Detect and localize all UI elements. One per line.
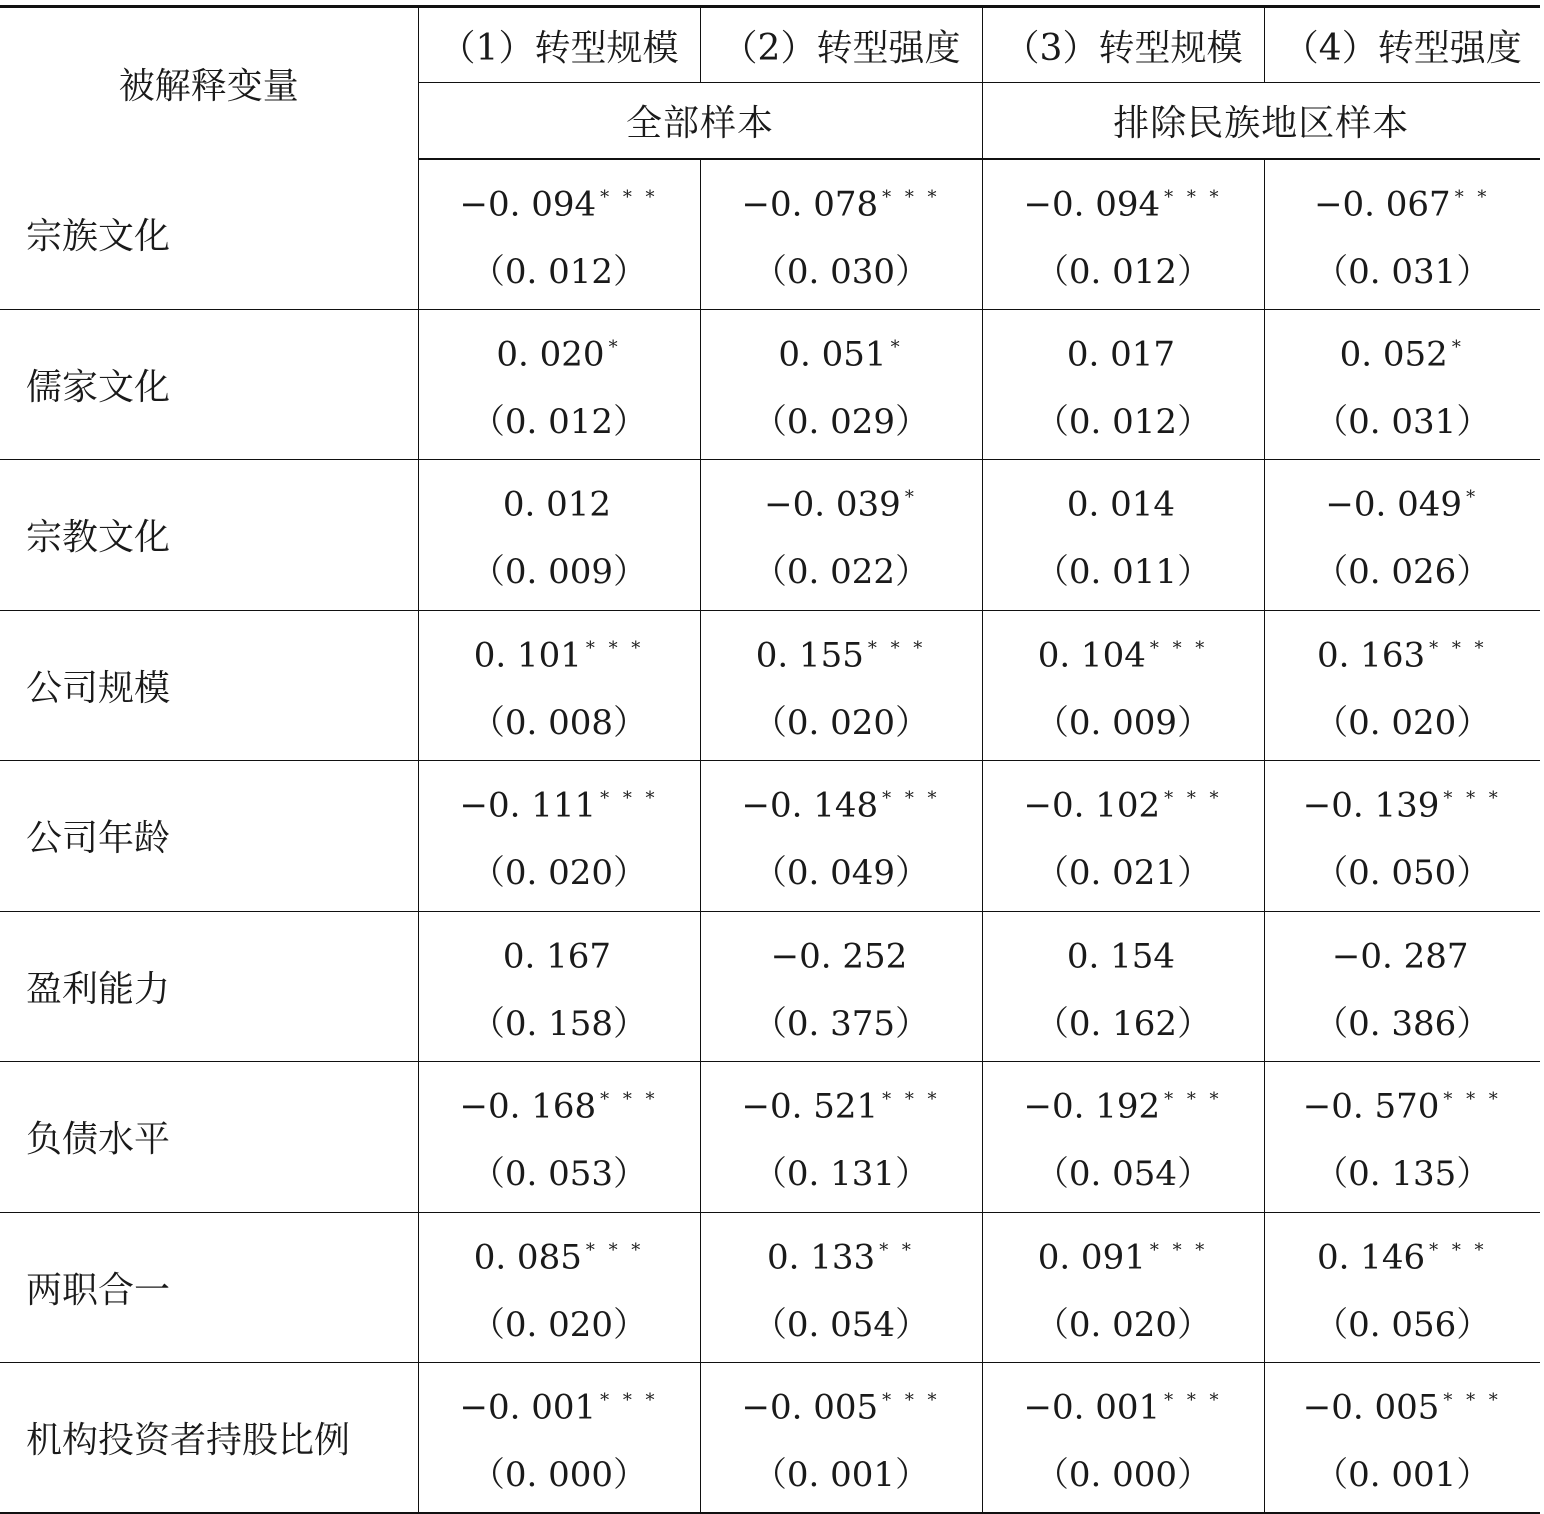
table-row — [0, 1062, 1540, 1213]
coefficient-value: 0. 051 — [778, 333, 887, 374]
coefficient-line — [419, 1080, 700, 1127]
coefficient-line — [701, 328, 982, 374]
coefficient-value: −0. 001 — [1023, 1387, 1161, 1428]
row-variable-label: 宗教文化 — [0, 460, 418, 611]
significance-stars: * * * — [1429, 1239, 1488, 1261]
significance-stars: * * * — [882, 1089, 941, 1110]
significance-stars: * * * — [1164, 186, 1223, 208]
significance-stars: * * * — [600, 788, 659, 809]
coefficient-line — [1265, 178, 1541, 224]
table-header — [0, 7, 1540, 159]
coefficient-value: −0. 148 — [741, 785, 879, 826]
coefficient-value: −0. 168 — [459, 1086, 597, 1127]
standard-error-value: （0. 012） — [470, 401, 648, 442]
coefficient-line — [701, 629, 982, 675]
coefficient-value: −0. 094 — [459, 183, 597, 224]
table-cell — [982, 1212, 1264, 1363]
significance-stars: * — [904, 487, 918, 508]
standard-error-value: （0. 020） — [470, 1304, 648, 1345]
standard-error-value: （0. 026） — [1314, 552, 1491, 592]
coefficient-line — [983, 478, 1264, 525]
standard-error-value: （0. 386） — [1314, 1003, 1491, 1044]
coefficient-line — [1265, 328, 1541, 374]
table-cell — [418, 911, 700, 1062]
standard-error-value: （0. 012） — [1034, 251, 1212, 292]
standard-error-value: （0. 009） — [1034, 702, 1212, 743]
significance-stars: * * * — [882, 1390, 941, 1411]
standard-error-value: （0. 031） — [1314, 251, 1491, 292]
standard-error-value: （0. 009） — [470, 552, 648, 592]
coefficient-value: 0. 017 — [1066, 333, 1176, 374]
significance-stars: * * * — [1443, 1089, 1502, 1110]
standard-error-value: （0. 012） — [470, 251, 648, 292]
coefficient-value: −0. 049 — [1325, 484, 1463, 525]
table-cell — [982, 610, 1264, 761]
coefficient-line — [419, 478, 700, 525]
coefficient-line — [701, 1381, 982, 1428]
coefficient-line — [983, 629, 1264, 675]
table-cell — [700, 159, 982, 310]
table-cell — [982, 1363, 1264, 1514]
standard-error-value: （0. 031） — [1314, 401, 1491, 442]
coefficient-value: −0. 287 — [1331, 935, 1469, 976]
significance-stars: * * * — [1149, 637, 1209, 659]
coefficient-value: 0. 163 — [1316, 634, 1426, 675]
standard-error-value: （0. 020） — [1034, 1304, 1212, 1345]
standard-error-value: （0. 053） — [470, 1154, 648, 1194]
column-header-3: （3）转型规模 — [982, 7, 1264, 83]
significance-stars: * * * — [1164, 1089, 1223, 1110]
coefficient-line — [419, 779, 700, 826]
column-header-1: （1）转型规模 — [418, 7, 700, 83]
coefficient-value: −0. 094 — [1023, 183, 1161, 224]
table-cell — [982, 309, 1264, 460]
coefficient-line — [983, 1231, 1264, 1277]
significance-stars: * * * — [1443, 788, 1502, 809]
significance-stars: * * * — [585, 637, 645, 659]
table-cell — [700, 460, 982, 611]
coefficient-line — [701, 178, 982, 224]
significance-stars: * * — [879, 1239, 915, 1261]
coefficient-value: −0. 521 — [741, 1086, 879, 1127]
table-cell — [700, 1363, 982, 1514]
row-variable-label: 公司年龄 — [0, 761, 418, 912]
coefficient-value: −0. 102 — [1023, 785, 1161, 826]
significance-stars: * * * — [882, 788, 941, 809]
standard-error-value: （0. 029） — [752, 401, 930, 442]
standard-error-value: （0. 020） — [1314, 702, 1491, 743]
coefficient-value: 0. 020 — [496, 333, 605, 374]
coefficient-value: −0. 111 — [459, 785, 597, 826]
significance-stars: * * * — [585, 1239, 645, 1261]
coefficient-value: 0. 133 — [767, 1236, 876, 1277]
coefficient-line — [419, 1381, 700, 1428]
standard-error-value: （0. 049） — [752, 853, 930, 893]
standard-error-value: （0. 022） — [752, 552, 930, 592]
table-cell — [418, 460, 700, 611]
significance-stars: * * * — [867, 637, 927, 659]
table-row — [0, 1363, 1540, 1514]
table-body — [0, 159, 1540, 1514]
coefficient-value: −0. 001 — [459, 1387, 597, 1428]
table-row — [0, 911, 1540, 1062]
table-cell — [1264, 911, 1540, 1062]
table-row — [0, 309, 1540, 460]
standard-error-value: （0. 008） — [470, 702, 648, 743]
coefficient-line — [1265, 930, 1541, 976]
coefficient-value: 0. 091 — [1037, 1236, 1146, 1277]
table-cell — [418, 309, 700, 460]
coefficient-value: 0. 104 — [1037, 634, 1146, 675]
table-row — [0, 460, 1540, 611]
significance-stars: * * * — [1164, 1390, 1223, 1411]
table-cell — [418, 1212, 700, 1363]
row-variable-label: 公司规模 — [0, 610, 418, 761]
coefficient-value: 0. 101 — [473, 634, 582, 675]
row-variable-label: 机构投资者持股比例 — [0, 1363, 418, 1514]
significance-stars: * — [608, 336, 622, 358]
standard-error-value: （0. 375） — [752, 1003, 930, 1044]
standard-error-value: （0. 030） — [752, 251, 930, 292]
significance-stars: * * * — [882, 186, 941, 208]
table-cell — [700, 1212, 982, 1363]
table-row — [0, 761, 1540, 912]
table-cell — [418, 159, 700, 310]
coefficient-value: 0. 155 — [755, 634, 864, 675]
table-cell — [982, 911, 1264, 1062]
coefficient-line — [701, 478, 982, 525]
table-cell — [982, 460, 1264, 611]
table-cell — [982, 761, 1264, 912]
coefficient-line — [983, 779, 1264, 826]
coefficient-line — [983, 178, 1264, 224]
table-cell — [418, 761, 700, 912]
coefficient-value: 0. 154 — [1066, 935, 1176, 976]
table-cell — [700, 1062, 982, 1213]
dependent-variable-header: 被解释变量 — [0, 7, 418, 159]
coefficient-value: −0. 067 — [1314, 183, 1451, 224]
coefficient-line — [1265, 1231, 1541, 1277]
table-cell — [1264, 460, 1540, 611]
group-header-full-sample: 全部样本 — [418, 83, 982, 159]
significance-stars: * — [1466, 487, 1480, 508]
table-cell — [418, 1062, 700, 1213]
table-cell — [1264, 309, 1540, 460]
standard-error-value: （0. 054） — [1034, 1154, 1212, 1194]
significance-stars: * * * — [600, 1089, 659, 1110]
table-cell — [982, 159, 1264, 310]
coefficient-value: 0. 085 — [473, 1236, 582, 1277]
standard-error-value: （0. 131） — [752, 1154, 930, 1194]
coefficient-value: −0. 005 — [741, 1387, 879, 1428]
significance-stars: * * * — [1443, 1390, 1502, 1411]
coefficient-line — [419, 328, 700, 374]
coefficient-line — [701, 779, 982, 826]
standard-error-value: （0. 135） — [1314, 1154, 1491, 1194]
standard-error-value: （0. 021） — [1034, 853, 1212, 893]
table-cell — [1264, 610, 1540, 761]
group-header-excluded-sample: 排除民族地区样本 — [982, 83, 1540, 159]
table-cell — [700, 309, 982, 460]
significance-stars: * — [890, 336, 904, 358]
table-cell — [1264, 159, 1540, 310]
significance-stars: * * * — [600, 1390, 659, 1411]
header-row-columns — [0, 7, 1540, 83]
standard-error-value: （0. 054） — [752, 1304, 930, 1345]
coefficient-line — [983, 1381, 1264, 1428]
standard-error-value: （0. 020） — [752, 702, 930, 743]
coefficient-line — [701, 930, 982, 976]
coefficient-value: −0. 139 — [1302, 785, 1440, 826]
table-row — [0, 159, 1540, 310]
standard-error-value: （0. 020） — [470, 853, 648, 893]
coefficient-line — [1265, 629, 1541, 675]
coefficient-value: −0. 005 — [1302, 1387, 1440, 1428]
significance-stars: * * * — [600, 186, 659, 208]
table-cell — [418, 1363, 700, 1514]
coefficient-value: 0. 052 — [1339, 333, 1448, 374]
coefficient-line — [983, 1080, 1264, 1127]
coefficient-line — [983, 328, 1264, 374]
coefficient-value: 0. 167 — [502, 935, 612, 976]
regression-table — [0, 5, 1540, 1514]
table-cell — [700, 610, 982, 761]
coefficient-line — [419, 629, 700, 675]
table-cell — [1264, 1062, 1540, 1213]
coefficient-value: 0. 014 — [1066, 484, 1176, 525]
significance-stars: * * * — [1164, 788, 1223, 809]
coefficient-line — [701, 1080, 982, 1127]
coefficient-value: 0. 012 — [502, 484, 612, 525]
coefficient-value: −0. 192 — [1023, 1086, 1161, 1127]
row-variable-label: 宗族文化 — [0, 159, 418, 310]
table-cell — [700, 911, 982, 1062]
table-cell — [982, 1062, 1264, 1213]
coefficient-value: −0. 039 — [764, 484, 901, 525]
significance-stars: * * — [1454, 186, 1491, 208]
standard-error-value: （0. 056） — [1314, 1304, 1491, 1345]
coefficient-line — [419, 178, 700, 224]
standard-error-value: （0. 000） — [470, 1455, 648, 1495]
coefficient-line — [701, 1231, 982, 1277]
coefficient-line — [419, 930, 700, 976]
row-variable-label: 负债水平 — [0, 1062, 418, 1213]
coefficient-value: −0. 078 — [741, 183, 879, 224]
coefficient-line — [419, 1231, 700, 1277]
table-row — [0, 1212, 1540, 1363]
standard-error-value: （0. 001） — [752, 1455, 930, 1495]
standard-error-value: （0. 162） — [1034, 1003, 1212, 1044]
standard-error-value: （0. 012） — [1034, 401, 1212, 442]
significance-stars: * — [1451, 336, 1465, 358]
standard-error-value: （0. 050） — [1314, 853, 1491, 893]
row-variable-label: 两职合一 — [0, 1212, 418, 1363]
coefficient-line — [983, 930, 1264, 976]
table-cell — [1264, 1363, 1540, 1514]
table-cell — [418, 610, 700, 761]
coefficient-line — [1265, 1381, 1541, 1428]
column-header-2: （2）转型强度 — [700, 7, 982, 83]
row-variable-label: 盈利能力 — [0, 911, 418, 1062]
coefficient-line — [1265, 1080, 1541, 1127]
standard-error-value: （0. 011） — [1034, 552, 1212, 592]
coefficient-value: −0. 570 — [1302, 1086, 1440, 1127]
coefficient-line — [1265, 478, 1541, 525]
table-cell — [1264, 761, 1540, 912]
coefficient-line — [1265, 779, 1541, 826]
column-header-4: （4）转型强度 — [1264, 7, 1540, 83]
row-variable-label: 儒家文化 — [0, 309, 418, 460]
table-cell — [700, 761, 982, 912]
significance-stars: * * * — [1429, 637, 1488, 659]
coefficient-value: −0. 252 — [770, 935, 908, 976]
table-cell — [1264, 1212, 1540, 1363]
standard-error-value: （0. 000） — [1034, 1455, 1212, 1495]
standard-error-value: （0. 158） — [470, 1003, 648, 1044]
significance-stars: * * * — [1149, 1239, 1209, 1261]
coefficient-value: 0. 146 — [1316, 1236, 1426, 1277]
standard-error-value: （0. 001） — [1314, 1455, 1491, 1495]
table-row — [0, 610, 1540, 761]
